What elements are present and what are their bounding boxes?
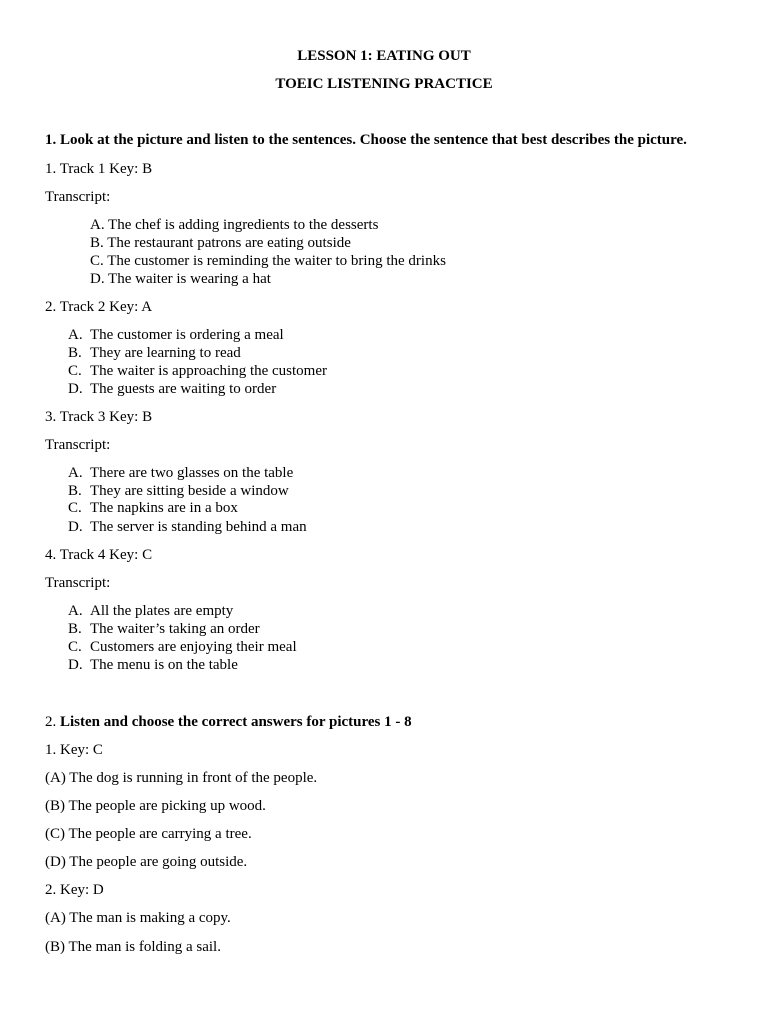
track1-option: A. The chef is adding ingredients to the desserts xyxy=(90,217,379,233)
q2-option: (A) The man is making a copy. xyxy=(45,910,231,926)
track2-option: The guests are waiting to order xyxy=(90,381,277,397)
track4-option: Customers are enjoying their meal xyxy=(90,639,297,655)
option-letter: A. xyxy=(68,603,83,619)
track4-label: 4. Track 4 Key: C xyxy=(45,547,153,563)
track1-option: C. The customer is reminding the waiter to bring the drinks xyxy=(90,253,446,269)
q1-key: 1. Key: C xyxy=(45,742,103,758)
option-letter: B. xyxy=(68,483,82,499)
q1-option: (A) The dog is running in front of the people. xyxy=(45,770,318,786)
track3-transcript-label: Transcript: xyxy=(45,437,111,453)
lesson-title: LESSON 1: EATING OUT xyxy=(297,48,471,64)
lesson-subtitle: TOEIC LISTENING PRACTICE xyxy=(275,76,493,92)
track3-option: They are sitting beside a window xyxy=(90,483,289,499)
option-letter: A. xyxy=(68,465,83,481)
option-letter: D. xyxy=(68,657,83,673)
option-letter: C. xyxy=(68,500,82,516)
option-letter: C. xyxy=(68,639,82,655)
track4-transcript-label: Transcript: xyxy=(45,575,111,591)
track2-option: The waiter is approaching the customer xyxy=(90,363,327,379)
option-letter: C. xyxy=(68,363,82,379)
option-letter: B. xyxy=(68,345,82,361)
track3-label: 3. Track 3 Key: B xyxy=(45,409,153,425)
track3-option: The napkins are in a box xyxy=(90,500,238,516)
q1-option: (D) The people are going outside. xyxy=(45,854,248,870)
track1-label: 1. Track 1 Key: B xyxy=(45,161,153,177)
track2-label: 2. Track 2 Key: A xyxy=(45,299,153,315)
part2-number: 2. xyxy=(45,714,57,730)
track4-option: The menu is on the table xyxy=(90,657,238,673)
option-letter: A. xyxy=(68,327,83,343)
q1-option: (B) The people are picking up wood. xyxy=(45,798,266,814)
part1-heading: 1. Look at the picture and listen to the sentences. Choose the sentence that best describes the picture. xyxy=(45,132,687,148)
option-letter: D. xyxy=(68,519,83,535)
option-letter: B. xyxy=(68,621,82,637)
track4-option: All the plates are empty xyxy=(90,603,234,619)
track3-option: The server is standing behind a man xyxy=(90,519,307,535)
q2-option: (B) The man is folding a sail. xyxy=(45,939,221,955)
option-letter: D. xyxy=(68,381,83,397)
track2-option: The customer is ordering a meal xyxy=(90,327,284,343)
q2-key: 2. Key: D xyxy=(45,882,104,898)
part2-heading-text: Listen and choose the correct answers for pictures 1 - 8 xyxy=(60,714,412,730)
part2-heading xyxy=(45,713,412,731)
track4-option: The waiter’s taking an order xyxy=(90,621,260,637)
track1-transcript-label: Transcript: xyxy=(45,189,111,205)
track3-option: There are two glasses on the table xyxy=(90,465,294,481)
track1-option: D. The waiter is wearing a hat xyxy=(90,271,271,287)
track2-option: They are learning to read xyxy=(90,345,241,361)
track1-option: B. The restaurant patrons are eating outside xyxy=(90,235,351,251)
q1-option: (C) The people are carrying a tree. xyxy=(45,826,252,842)
